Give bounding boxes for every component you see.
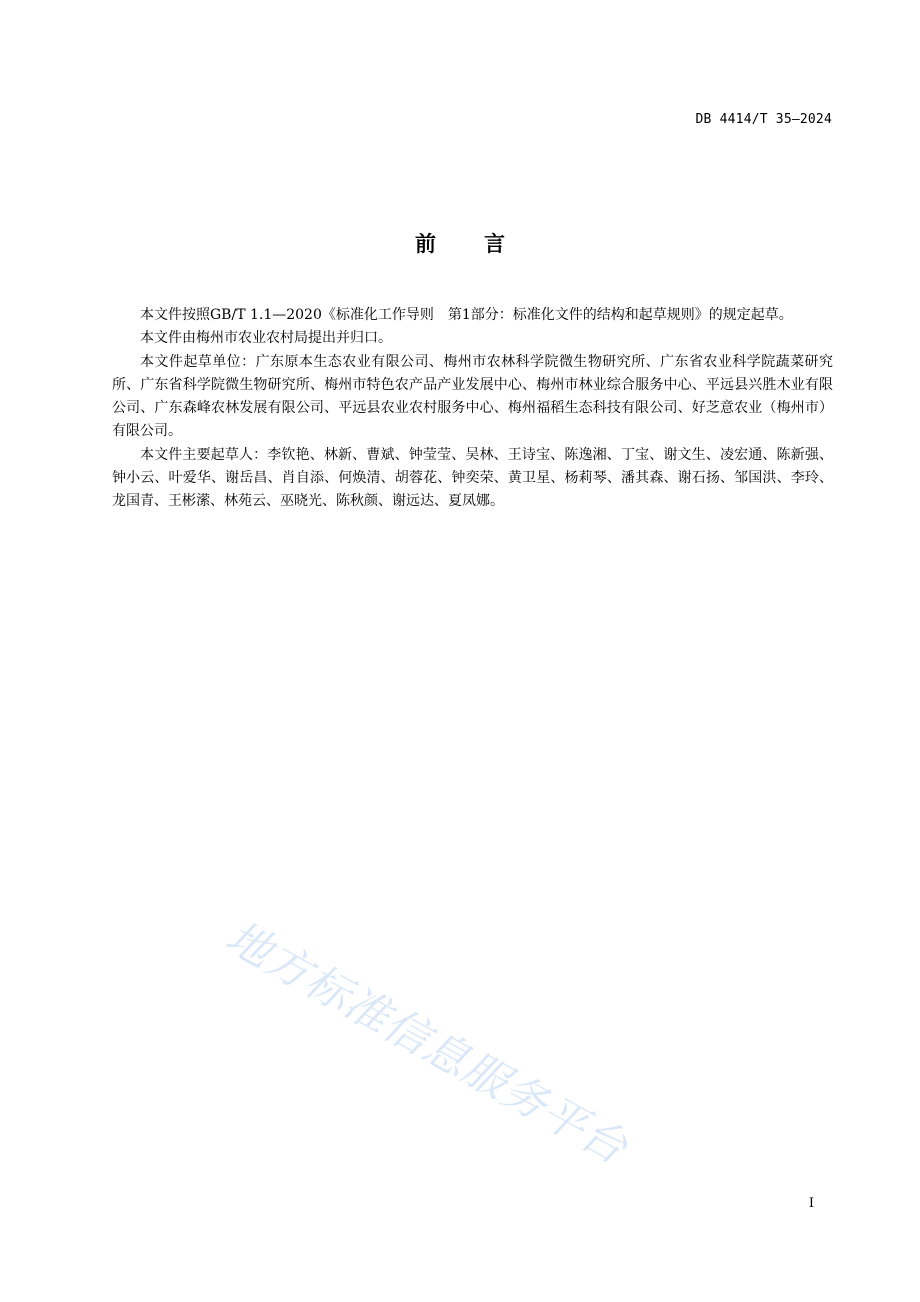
page-number: I <box>808 1196 814 1211</box>
watermark: 地方标准信息服务平台 <box>217 911 636 1175</box>
paragraph-drafting-basis: 本文件按照GB/T 1.1—2020《标准化工作导则 第1部分：标准化文件的结构和起草规则》的规定起草。 <box>140 307 793 323</box>
title-char-1: 前 <box>415 232 436 256</box>
document-code: DB 4414/T 35—2024 <box>695 112 832 127</box>
paragraph-drafters: 本文件主要起草人：李钦艳、林新、曹斌、钟莹莹、吴林、王诗宝、陈逸湘、丁宝、谢文生、凌宏通、陈新强、钟小云、叶爱华、谢岳昌、肖自添、何焕清、胡蓉花、钟奕荣、黄卫星、杨莉琴、潘其森、谢石扬、邹国洪、李玲、龙国青、王彬潆、林苑云、巫晓光、陈秋颜、谢远达、夏凤娜。 <box>112 446 833 510</box>
paragraph-proposer: 本文件由梅州市农业农村局提出并归口。 <box>140 330 392 347</box>
paragraph-drafting-units: 本文件起草单位：广东原本生态农业有限公司、梅州市农林科学院微生物研究所、广东省农业科学院蔬菜研究所、广东省科学院微生物研究所、梅州市特色农产品产业发展中心、梅州市林业综合服务中心、平远县兴胜木业有限公司、广东森峰农林发展有限公司、平远县农业农村服务中心、梅州福稻生态科技有限公司、好芝意农业（梅州市）有限公司。 <box>112 353 833 440</box>
page-title <box>0 228 920 258</box>
foreword-body <box>112 304 833 514</box>
title-char-2: 言 <box>484 232 505 256</box>
